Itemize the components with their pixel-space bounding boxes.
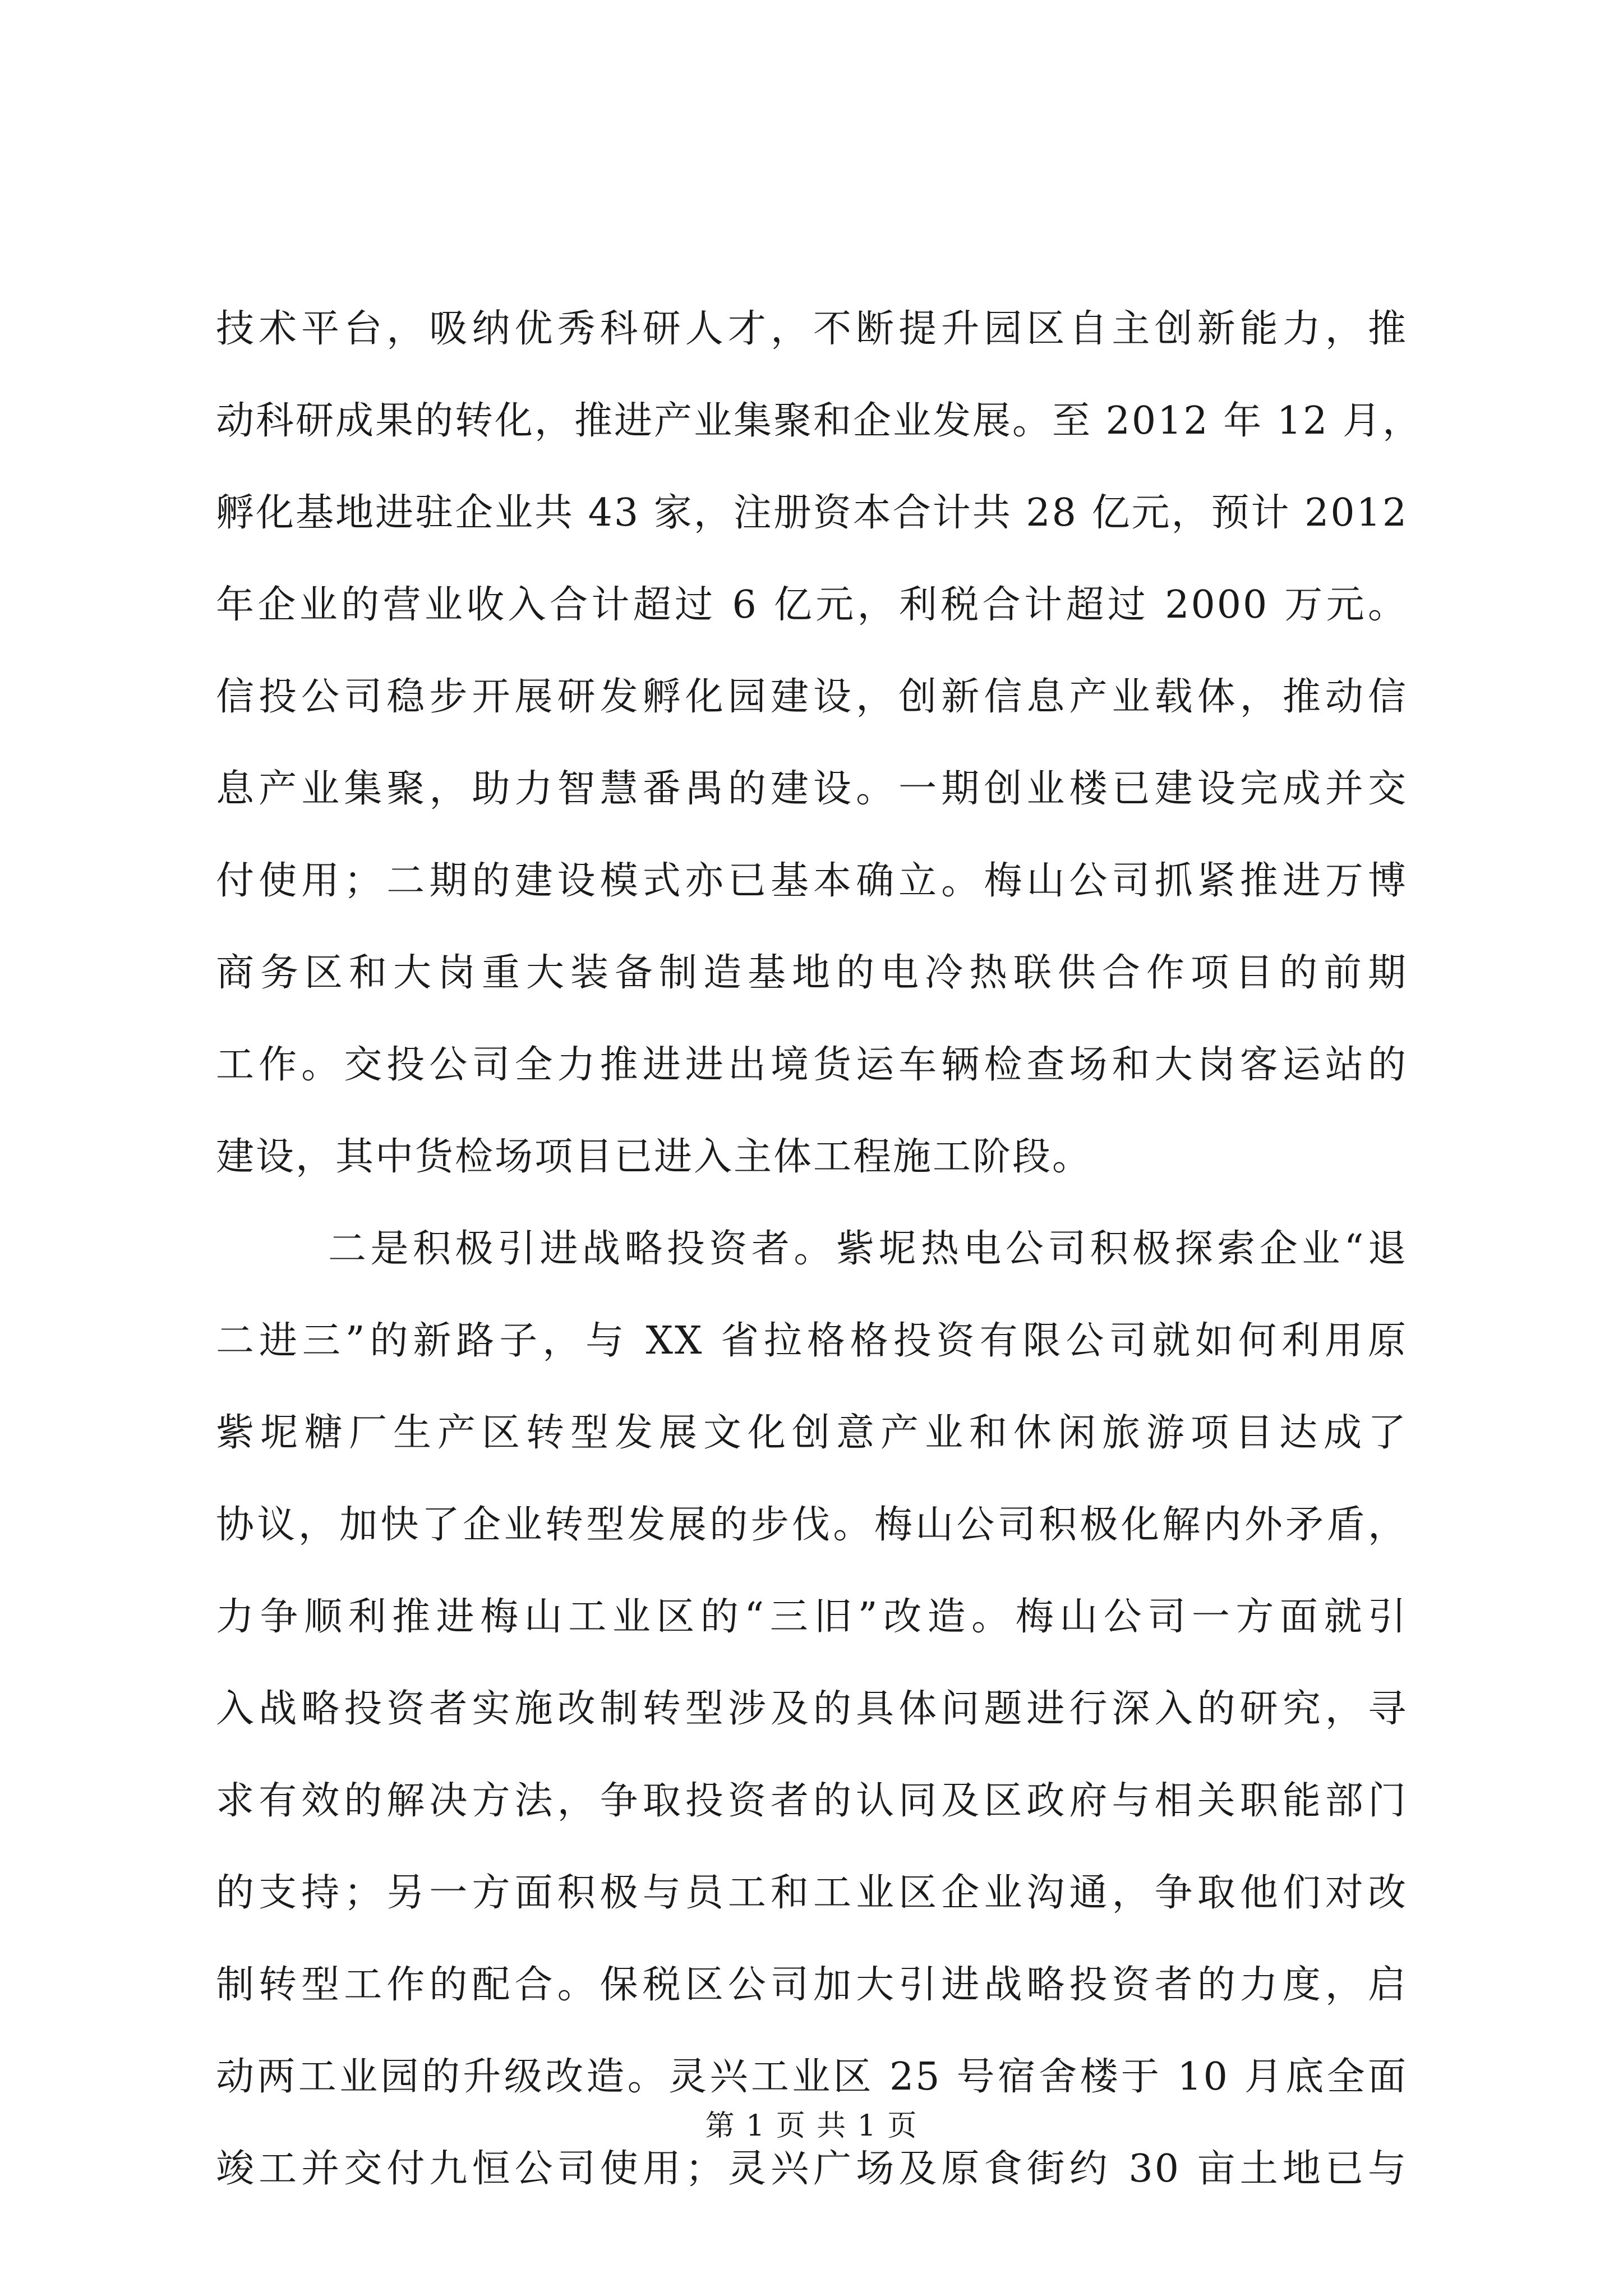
text-line: 付使用；二期的建设模式亦已基本确立。梅山公司抓紧推进万博 (216, 859, 1408, 903)
text-line: 竣工并交付九恒公司使用；灵兴广场及原食街约 30 亩土地已与 (216, 2147, 1408, 2191)
text-line: 工作。交投公司全力推进进出境货运车辆检查场和大岗客运站的 (216, 1043, 1408, 1087)
text-line: 的支持；另一方面积极与员工和工业区企业沟通，争取他们对改 (216, 1871, 1408, 1915)
text-line: 力争顺利推进梅山工业区的“三旧”改造。梅山公司一方面就引 (216, 1595, 1408, 1639)
text-line: 求有效的解决方法，争取投资者的认同及区政府与相关职能部门 (216, 1779, 1408, 1823)
text-line: 年企业的营业收入合计超过 6 亿元，利税合计超过 2000 万元。 (216, 583, 1408, 627)
text-line: 动科研成果的转化，推进产业集聚和企业发展。至 2012 年 12 月， (216, 399, 1423, 443)
text-line: 信投公司稳步开展研发孵化园建设，创新信息产业载体，推动信 (216, 675, 1408, 719)
text-line: 入战略投资者实施改制转型涉及的具体问题进行深入的研究，寻 (216, 1687, 1408, 1731)
page-number-footer: 第 1 页 共 1 页 (705, 2109, 918, 2143)
text-line: 制转型工作的配合。保税区公司加大引进战略投资者的力度，启 (216, 1963, 1408, 2007)
paragraph-start-line: 二是积极引进战略投资者。紫坭热电公司积极探索企业“退 (328, 1227, 1408, 1271)
text-line: 技术平台，吸纳优秀科研人才，不断提升园区自主创新能力，推 (216, 307, 1408, 351)
text-line: 二进三”的新路子，与 XX 省拉格格投资有限公司就如何利用原 (216, 1319, 1408, 1363)
text-line: 息产业集聚，助力智慧番禺的建设。一期创业楼已建设完成并交 (216, 767, 1408, 811)
text-line: 建设，其中货检场项目已进入主体工程施工阶段。 (216, 1135, 1092, 1179)
text-line: 孵化基地进驻企业共 43 家，注册资本合计共 28 亿元，预计 2012 (216, 491, 1409, 535)
text-line: 紫坭糖厂生产区转型发展文化创意产业和休闲旅游项目达成了 (216, 1411, 1408, 1455)
text-line: 商务区和大岗重大装备制造基地的电冷热联供合作项目的前期 (216, 951, 1408, 995)
text-line: 动两工业园的升级改造。灵兴工业区 25 号宿舍楼于 10 月底全面 (216, 2055, 1408, 2099)
text-line: 协议，加快了企业转型发展的步伐。梅山公司积极化解内外矛盾， (216, 1503, 1408, 1547)
document-body (216, 283, 1423, 2215)
